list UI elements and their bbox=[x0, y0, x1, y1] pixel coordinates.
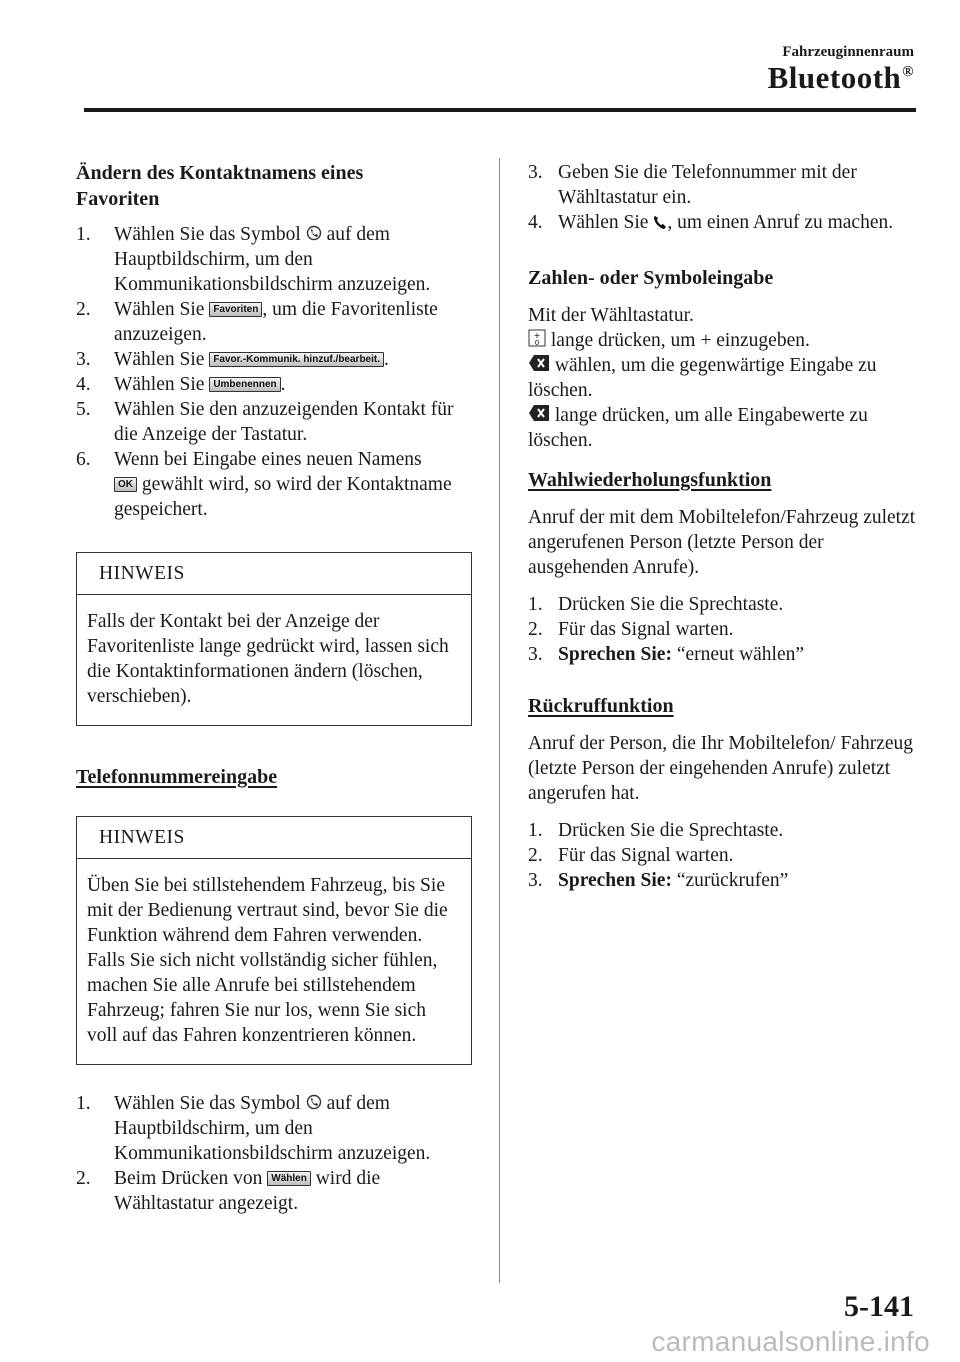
right-column bbox=[528, 160, 918, 893]
page-title-text: Bluetooth bbox=[767, 60, 902, 95]
registered-mark: ® bbox=[902, 64, 914, 80]
waehlen-button[interactable]: Wählen bbox=[267, 1171, 311, 1186]
watermark: carmanualsonline.info bbox=[651, 1326, 930, 1357]
header-rule bbox=[84, 108, 916, 112]
column-divider bbox=[499, 158, 500, 1283]
subheading-redial: Wahlwiederholungsfunktion bbox=[528, 469, 772, 491]
section-heading-favorite-rename: Ändern des Kontaktnamens eines Favoriten bbox=[76, 162, 364, 210]
favor-kommunik-hinzuf-bearbeit-button[interactable]: Favor.-Kommunik. hinzuf./bearbeit. bbox=[209, 352, 384, 367]
list-item: 4. Wählen Sie Umbenennen . bbox=[76, 374, 286, 395]
svg-text:0: 0 bbox=[534, 339, 540, 347]
note-body: Falls der Kontakt bei der Anzeige der Favoritenliste lange gedrückt wird, lassen sich die Kontaktinformationen ändern (löschen, verschieben). bbox=[87, 611, 449, 707]
callback-steps bbox=[528, 818, 918, 893]
delete-all-item: lange drücken, um alle Eingabewerte zu löschen. bbox=[528, 405, 868, 451]
backspace-icon[interactable] bbox=[528, 404, 550, 422]
note-body: Üben Sie bei stillstehendem Fahrzeug, bis Sie mit der Bedienung vertraut sind, bevor Sie die Funktion während dem Fahren verwenden. Falls Sie sich nicht vollständig sicher fühlen, machen Sie alle Anrufe bei stillstehendem Fahrzeug; fahren Sie nur los, wenn Sie sich voll auf das Fahren konzentrieren können. bbox=[87, 875, 448, 1046]
list-item: 1. Drücken Sie die Sprechtaste. bbox=[528, 594, 784, 615]
note-title: HINWEIS bbox=[77, 553, 471, 595]
favoriten-button[interactable]: Favoriten bbox=[209, 302, 262, 317]
note-box bbox=[76, 816, 472, 1065]
list-item: 1. Wählen Sie das Symbol auf dem Hauptbildschirm, um den Kommunikationsbildschirm anzuzeigen. bbox=[76, 1093, 431, 1164]
zero-plus-key-icon[interactable] bbox=[528, 329, 546, 347]
umbenennen-button[interactable]: Umbenennen bbox=[209, 377, 280, 392]
callback-description: Anruf der Person, die Ihr Mobiltelefon/ Fahrzeug (letzte Person der eingehenden Anrufe) zuletzt angerufen hat. bbox=[528, 733, 914, 804]
list-item: 2. Für das Signal warten. bbox=[528, 619, 734, 640]
phone-menu-icon bbox=[306, 224, 322, 242]
list-item: 2. Wählen Sie Favoriten , um die Favoritenliste anzuzeigen. bbox=[76, 299, 438, 345]
page-number: 5-141 bbox=[844, 1290, 914, 1323]
dial-steps bbox=[76, 1091, 474, 1216]
list-item: 2. Für das Signal warten. bbox=[528, 845, 734, 866]
left-column bbox=[76, 160, 474, 1216]
plus-entry-item: + 0 lange drücken, um + einzugeben. bbox=[528, 328, 918, 353]
redial-description: Anruf der mit dem Mobiltelefon/Fahrzeug zuletzt angerufenen Person (letzte Person der ausgehenden Anrufe). bbox=[528, 507, 916, 578]
list-item: 3. Wählen Sie Favor.-Kommunik. hinzuf./bearbeit. . bbox=[76, 349, 389, 370]
note-box bbox=[76, 552, 472, 726]
rename-steps bbox=[76, 222, 474, 522]
backspace-icon[interactable] bbox=[528, 354, 550, 372]
list-item: 3. Sprechen Sie: “erneut wählen” bbox=[528, 644, 805, 665]
dial-steps-continued bbox=[528, 160, 918, 235]
list-item: 4. Wählen Sie , um einen Anruf zu machen. bbox=[528, 212, 894, 233]
list-item: 6. Wenn bei Eingabe eines neuen Namens OK gewählt wird, so wird der Kontaktname gespeichert. bbox=[76, 449, 452, 520]
list-item: 3. Sprechen Sie: “zurückrufen” bbox=[528, 870, 789, 891]
svg-text:+: + bbox=[533, 331, 541, 340]
redial-steps bbox=[528, 592, 918, 667]
ok-button[interactable]: OK bbox=[114, 477, 137, 492]
phone-menu-icon bbox=[306, 1093, 322, 1111]
section-label: Fahrzeuginnenraum bbox=[782, 44, 914, 60]
intro-text: Mit der Wähltastatur. bbox=[528, 305, 694, 326]
phone-call-icon[interactable] bbox=[653, 214, 667, 230]
note-title: HINWEIS bbox=[77, 817, 471, 859]
subheading-callback: Rückruffunktion bbox=[528, 695, 674, 717]
list-item: 5. Wählen Sie den anzuzeigenden Kontakt für die Anzeige der Tastatur. bbox=[76, 399, 454, 445]
delete-entry-item: wählen, um die gegenwärtige Eingabe zu löschen. bbox=[528, 355, 877, 401]
list-item: 1. Drücken Sie die Sprechtaste. bbox=[528, 820, 784, 841]
list-item: 2. Beim Drücken von Wählen wird die Wähltastatur angezeigt. bbox=[76, 1168, 381, 1214]
page-title bbox=[768, 60, 914, 96]
list-item: 1. Wählen Sie das Symbol auf dem Hauptbildschirm, um den Kommunikationsbildschirm anzuzeigen. bbox=[76, 224, 431, 295]
subheading-phone-number-entry: Telefonnummereingabe bbox=[76, 766, 278, 788]
section-heading-number-symbol-entry: Zahlen- oder Symboleingabe bbox=[528, 267, 774, 289]
list-item: 3. Geben Sie die Telefonnummer mit der Wähltastatur ein. bbox=[528, 162, 857, 208]
